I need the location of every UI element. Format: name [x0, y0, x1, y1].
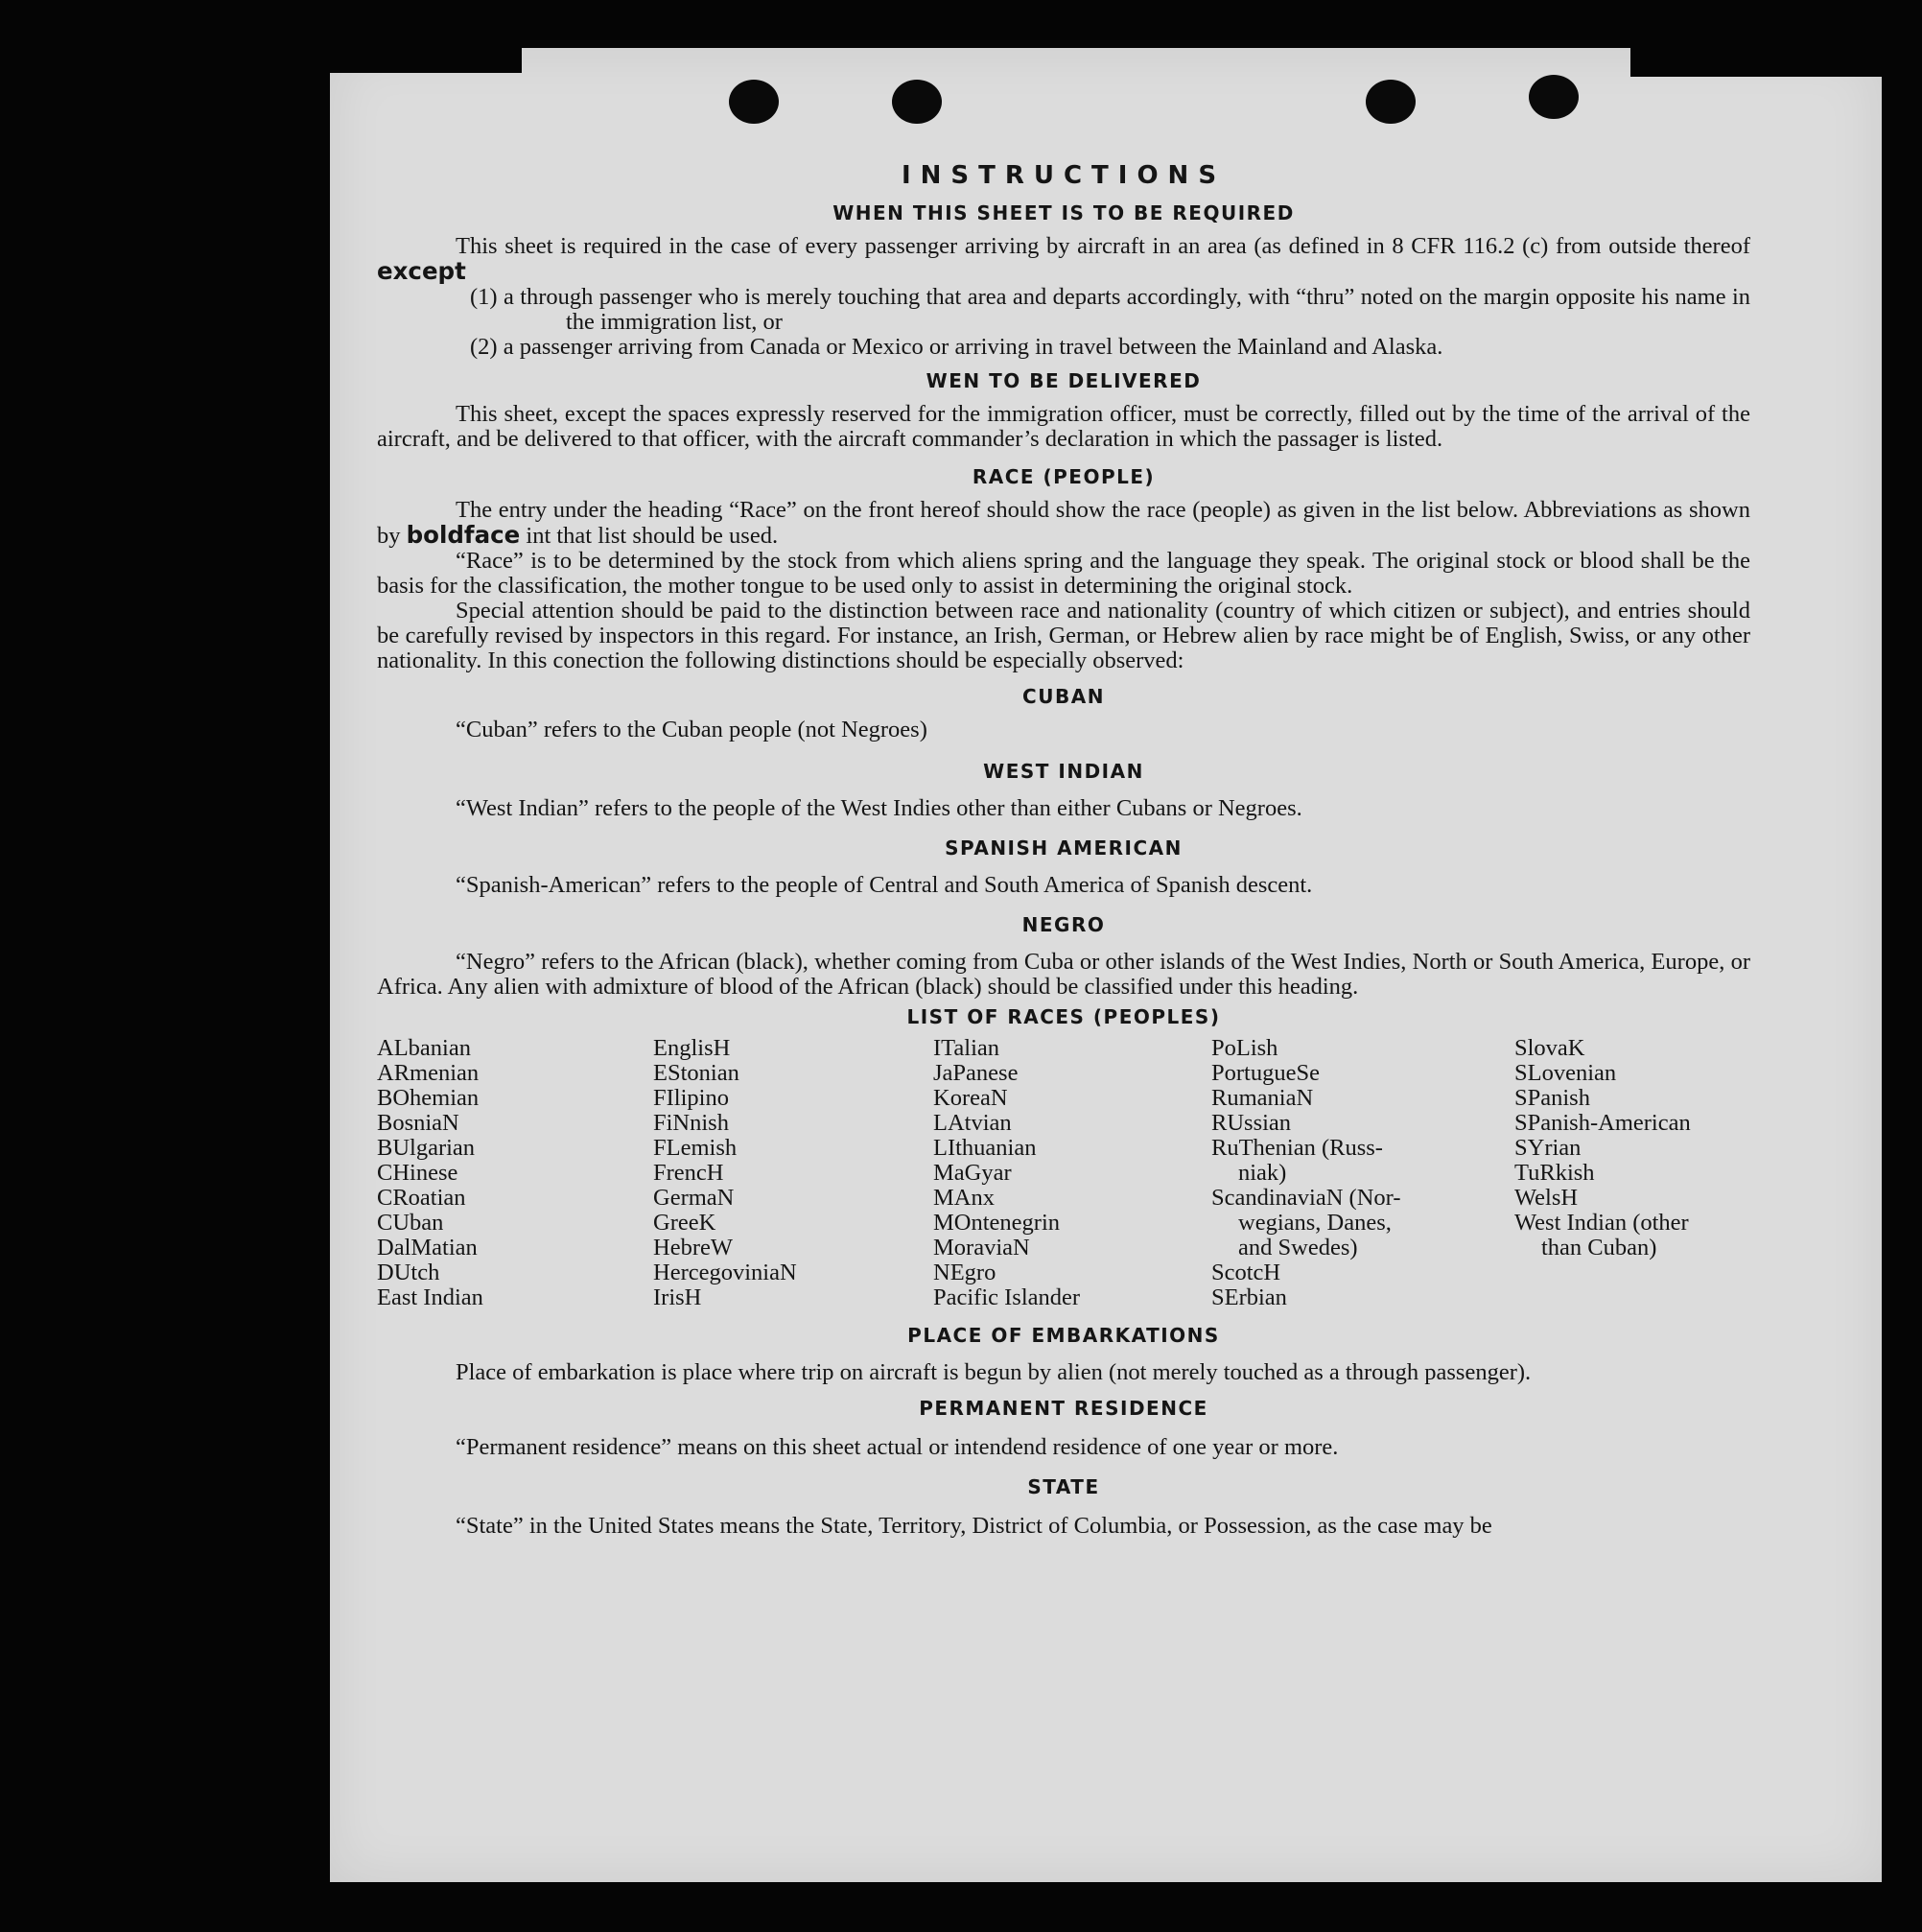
- race-entry: FIlipino: [653, 1085, 729, 1111]
- race-entry: NEgro: [933, 1260, 996, 1285]
- race-entry: ScandinaviaN (Nor-: [1211, 1185, 1401, 1211]
- race-entry: KoreaN: [933, 1085, 1008, 1111]
- race-entry: GreeK: [653, 1210, 716, 1236]
- race-entry: HercegoviniaN: [653, 1260, 797, 1285]
- boldface-emphasis: boldface: [406, 521, 521, 549]
- section-heading-state: STATE: [1027, 1475, 1100, 1498]
- race-entry: LIthuanian: [933, 1135, 1037, 1161]
- race-entry: HebreW: [653, 1235, 733, 1261]
- race-entry: MoraviaN: [933, 1235, 1030, 1261]
- except-emphasis: except: [377, 257, 466, 285]
- section-heading-embarkation: PLACE OF EMBARKATIONS: [907, 1324, 1220, 1347]
- race-entry: JaPanese: [933, 1060, 1019, 1086]
- embarkation-text: Place of embarkation is place where trip on aircraft is begun by alien (not merely touched as a through passenger).: [456, 1359, 1532, 1385]
- race-entry: East Indian: [377, 1284, 483, 1310]
- exception-item-1: (1) a through passenger who is merely touching that area and departs accordingly, with “thru” noted on the margin opposite his name in the immigration list, or: [470, 284, 1750, 335]
- punch-hole: [729, 80, 779, 124]
- section-heading-negro: NEGRO: [1021, 913, 1106, 936]
- section-heading-when-delivered: WEN TO BE DELIVERED: [926, 369, 1202, 392]
- races-column-5: [1514, 1036, 1750, 1310]
- races-column-4: [1211, 1036, 1514, 1310]
- race-entry: SlovaK: [1514, 1035, 1585, 1061]
- when-delivered-text: This sheet, except the spaces expressly reserved for the immigration officer, must be correctly, filled out by the time of the arrival of the aircraft, and be delivered to that officer, with the aircraft commander’s declaration in which the passager is listed.: [377, 401, 1750, 452]
- races-list: [377, 1036, 1750, 1310]
- race-entry-continuation: than Cuban): [1541, 1235, 1657, 1261]
- section-heading-when-required: WHEN THIS SHEET IS TO BE REQUIRED: [832, 201, 1295, 224]
- race-entry: ITalian: [933, 1035, 1000, 1061]
- race-entry: BosniaN: [377, 1110, 459, 1136]
- race-entry: SPanish: [1514, 1085, 1590, 1111]
- cuban-text: “Cuban” refers to the Cuban people (not Negroes): [456, 717, 927, 742]
- torn-edge: [1630, 48, 1882, 77]
- race-entry: PoLish: [1211, 1035, 1278, 1061]
- spanish-american-text: “Spanish-American” refers to the people of Central and South America of Spanish descent.: [456, 872, 1313, 898]
- race-entry: GermaN: [653, 1185, 735, 1211]
- race-entry: FrencH: [653, 1160, 724, 1186]
- race-entry: PortugueSe: [1211, 1060, 1320, 1086]
- when-required-intro: This sheet is required in the case of every passenger arriving by aircraft in an area (as defined in 8 CFR 116.2 (c) from outside thereof except: [377, 233, 1750, 285]
- state-text: “State” in the United States means the State, Territory, District of Columbia, or Possession, as the case may be: [456, 1513, 1492, 1539]
- race-paragraph-3: Special attention should be paid to the distinction between race and nationality (country of which citizen or subject), and entries should be carefully revised by inspectors in this regard. For instance, an Irish, German, or Hebrew alien by race might be of English, Swiss, or any other nationality. In this conection the following distinctions should be especially observed:: [377, 598, 1750, 673]
- punch-hole: [892, 80, 942, 124]
- race-entry: SErbian: [1211, 1284, 1287, 1310]
- race-paragraph-1: The entry under the heading “Race” on the front hereof should show the race (people) as given in the list below. Abbreviations as shown by boldface int that list should be used.: [377, 497, 1750, 549]
- race-entry: BOhemian: [377, 1085, 480, 1111]
- exception-item-2: (2) a passenger arriving from Canada or Mexico or arriving in travel between the Mainland and Alaska.: [470, 334, 1443, 360]
- race-entry: CHinese: [377, 1160, 458, 1186]
- race-entry: MaGyar: [933, 1160, 1012, 1186]
- races-column-1: [377, 1036, 653, 1310]
- section-heading-cuban: CUBAN: [1022, 685, 1105, 708]
- document-title: INSTRUCTIONS: [901, 161, 1227, 190]
- race-entry: MOntenegrin: [933, 1210, 1060, 1236]
- race-entry: WelsH: [1514, 1185, 1579, 1211]
- section-heading-permanent-residence: PERMANENT RESIDENCE: [919, 1397, 1208, 1420]
- race-entry: Pacific Islander: [933, 1284, 1081, 1310]
- section-heading-race: RACE (PEOPLE): [972, 465, 1156, 488]
- race-paragraph-2: “Race” is to be determined by the stock from which aliens spring and the language they speak. The original stock or blood shall be the basis for the classification, the mother tongue to be used only to assist in determining the original stock.: [377, 548, 1750, 599]
- race-entry: CRoatian: [377, 1185, 466, 1211]
- races-column-2: [653, 1036, 933, 1310]
- race-entry: RuThenian (Russ-: [1211, 1135, 1383, 1161]
- race-entry-continuation: wegians, Danes,: [1238, 1210, 1392, 1236]
- race-entry: SLovenian: [1514, 1060, 1617, 1086]
- race-entry: ARmenian: [377, 1060, 480, 1086]
- race-entry: CUban: [377, 1210, 444, 1236]
- race-entry: ALbanian: [377, 1035, 471, 1061]
- race-entry: RumaniaN: [1211, 1085, 1314, 1111]
- race-entry: TuRkish: [1514, 1160, 1595, 1186]
- race-entry: ScotcH: [1211, 1260, 1281, 1285]
- negro-text: “Negro” refers to the African (black), whether coming from Cuba or other islands of the West Indies, North or South America, Europe, or Africa. Any alien with admixture of blood of the African (black) should be classified under this heading.: [377, 949, 1750, 1000]
- race-entry: DUtch: [377, 1260, 440, 1285]
- race-entry-continuation: and Swedes): [1238, 1235, 1358, 1261]
- permanent-residence-text: “Permanent residence” means on this sheet actual or intendend residence of one year or more.: [456, 1434, 1339, 1460]
- race-entry: SYrian: [1514, 1135, 1582, 1161]
- torn-edge: [330, 48, 522, 73]
- race-entry: SPanish-American: [1514, 1110, 1691, 1136]
- race-entry: RUssian: [1211, 1110, 1292, 1136]
- race-entry: DalMatian: [377, 1235, 478, 1261]
- race-entry: LAtvian: [933, 1110, 1012, 1136]
- race-entry: West Indian (other: [1514, 1210, 1689, 1236]
- section-heading-west-indian: WEST INDIAN: [983, 760, 1144, 783]
- punch-hole: [1529, 75, 1579, 119]
- race-entry-continuation: niak): [1238, 1160, 1287, 1186]
- race-entry: FLemish: [653, 1135, 738, 1161]
- race-entry: EnglisH: [653, 1035, 731, 1061]
- west-indian-text: “West Indian” refers to the people of the West Indies other than either Cubans or Negroes.: [456, 795, 1302, 821]
- races-list-heading: LIST OF RACES (PEOPLES): [906, 1005, 1221, 1028]
- punch-hole: [1366, 80, 1416, 124]
- races-column-3: [933, 1036, 1211, 1310]
- race-entry: MAnx: [933, 1185, 995, 1211]
- race-entry: BUlgarian: [377, 1135, 476, 1161]
- race-entry: IrisH: [653, 1284, 702, 1310]
- race-entry: FiNnish: [653, 1110, 729, 1136]
- document-body: [377, 161, 1750, 1539]
- section-heading-spanish-american: SPANISH AMERICAN: [945, 836, 1183, 860]
- race-entry: EStonian: [653, 1060, 739, 1086]
